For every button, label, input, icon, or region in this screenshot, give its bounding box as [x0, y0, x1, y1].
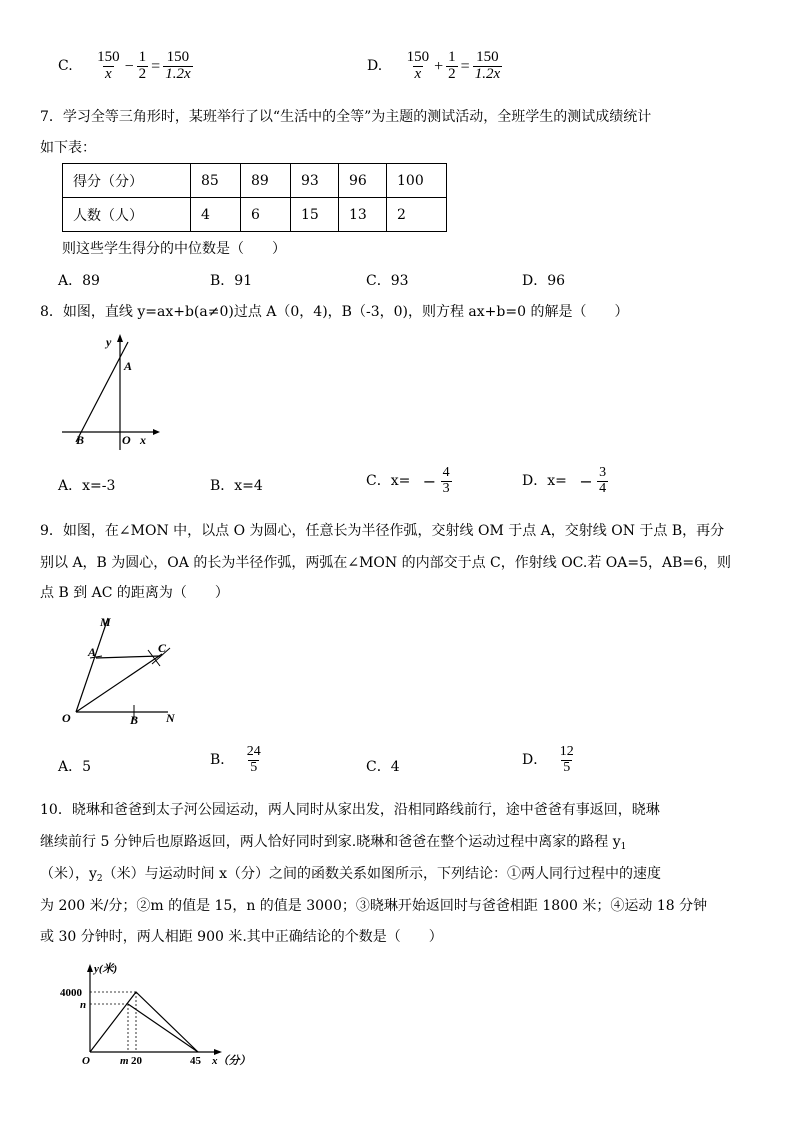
table-cell: 6: [241, 198, 291, 232]
table-row: [63, 198, 447, 232]
q7-question: 则这些学生得分的中位数是（ ）: [62, 241, 286, 257]
q6-option-d: [367, 50, 502, 83]
table-cell: 100: [387, 164, 447, 198]
q9-option-c: C．4: [366, 759, 400, 775]
line-y2: [128, 1004, 198, 1052]
x-axis-arrow-icon: [153, 429, 160, 435]
q8-figure: [60, 330, 170, 450]
y-axis-arrow-icon: [117, 334, 123, 342]
q7-text-line1: 7．学习全等三角形时，某班举行了以“生活中的全等”为主题的测试活动，全班学生的测试成绩统计: [40, 109, 652, 125]
label-c: C: [158, 641, 167, 655]
label-xlabel: x（分）: [212, 1055, 251, 1067]
minus-sign: −: [124, 57, 134, 75]
label-y: y: [106, 335, 112, 349]
subscript: 2: [96, 874, 103, 884]
label-b: B: [130, 713, 139, 727]
minus-sign: −: [422, 471, 437, 491]
label-20: 20: [131, 1055, 142, 1067]
fraction: $\frac{150}{1.2x}$: [474, 49, 501, 82]
q10-text-line2: [40, 834, 626, 853]
q8-option-d: [522, 466, 608, 496]
label-o: O: [62, 711, 71, 725]
q9-text-line2: 别以 A，B 为圆心，OA 的长为半径作弧，两弧在∠MON 的内部交于点 C，作射线 OC.若 OA=5，AB=6，则: [40, 555, 732, 571]
q8-text-line1: 8．如图，直线 y=ax+b(a≠0)过点 A（0，4)，B（-3，0)，则方程 ax+b=0 的解是（ ）: [40, 304, 629, 320]
table-cell: 2: [387, 198, 447, 232]
q9-option-d: [522, 745, 576, 775]
segment-ac: [96, 656, 160, 658]
equals-sign: =: [151, 57, 161, 75]
table-cell: 人数（人）: [63, 198, 191, 232]
label-b: B: [76, 433, 85, 447]
table-cell: 85: [191, 164, 241, 198]
fraction: $\frac{4}{3}$: [442, 465, 450, 496]
q10-figure: [60, 962, 260, 1068]
text-span: 继续前行 5 分钟后也原路返回，两人恰好同时到家.晓琳和爸爸在整个运动过程中离家的路程 y: [40, 834, 621, 850]
ray-oc: [76, 654, 162, 712]
label-45: 45: [190, 1055, 201, 1067]
text-span: （米）与运动时间 x（分）之间的函数关系如图所示，下列结论：①两人同行过程中的速度: [102, 866, 661, 882]
label-n: N: [166, 711, 175, 725]
q10-text-line5: 或 30 分钟时，两人相距 900 米.其中正确结论的个数是（ ）: [40, 929, 443, 945]
q7-option-d: D．96: [522, 273, 566, 289]
q10-text-line1: 10．晓琳和爸爸到太子河公园运动，两人同时从家出发，沿相同路线前行，途中爸爸有事返回，晓琳: [40, 802, 660, 818]
fraction: $\frac{1}{2}$: [448, 49, 456, 82]
table-cell: 得分（分）: [63, 164, 191, 198]
ray-om: [76, 618, 108, 712]
label-m: m: [120, 1055, 129, 1067]
q7-option-a: A．89: [58, 273, 100, 289]
table-cell: 96: [339, 164, 387, 198]
label-x: x: [140, 433, 146, 447]
table-row: [63, 164, 447, 198]
label-4000: 4000: [60, 987, 82, 999]
q9-figure: [60, 612, 190, 727]
table-cell: 89: [241, 164, 291, 198]
option-label: D．: [522, 751, 548, 768]
q10-text-line4: 为 200 米/分；②m 的值是 15，n 的值是 3000；③晓琳开始返回时与爸爸相距 1800 米；④运动 18 分钟: [40, 898, 708, 914]
option-label: B．: [210, 751, 235, 768]
minus-sign: −: [579, 471, 593, 491]
fraction: $\frac{24}{5}$: [246, 744, 261, 775]
fraction: $\frac{150}{1.2x}$: [165, 49, 191, 82]
q9-option-b: [210, 745, 263, 775]
fraction: $\frac{12}{5}$: [559, 744, 574, 775]
equals-sign: =: [460, 57, 470, 75]
fraction: $\frac{3}{4}$: [599, 465, 607, 496]
fraction: $\frac{150}{x}$: [97, 49, 120, 82]
plus-sign: +: [434, 57, 444, 75]
label-ylabel: y(米): [94, 963, 118, 975]
q9-text-line1: 9．如图，在∠MON 中，以点 O 为圆心，任意长为半径作弧，交射线 OM 于点 A，交射线 ON 于点 B，再分: [40, 523, 725, 539]
q6-option-d-label: D.: [367, 57, 383, 74]
q9-option-a: A．5: [58, 759, 92, 775]
label-a: A: [124, 359, 133, 373]
table-cell: 13: [339, 198, 387, 232]
subscript: 1: [620, 842, 627, 852]
table-cell: 4: [191, 198, 241, 232]
q8-option-c: [366, 466, 452, 496]
score-table: [62, 163, 447, 232]
option-label: D．x=: [522, 472, 567, 489]
fraction: $\frac{1}{2}$: [138, 49, 147, 82]
label-m: M: [100, 615, 111, 629]
q7-text-line2: 如下表：: [40, 140, 96, 156]
table-cell: 15: [291, 198, 339, 232]
label-n: n: [80, 999, 87, 1011]
q8-option-b: B．x=4: [210, 478, 263, 494]
label-a: A: [88, 645, 97, 659]
label-o: O: [82, 1055, 90, 1067]
q6-option-c-label: C.: [58, 57, 73, 74]
label-o: O: [122, 433, 131, 447]
q7-option-b: B．91: [210, 273, 253, 289]
q7-option-c: C．93: [366, 273, 409, 289]
option-label: C．x=: [366, 472, 411, 489]
q6-option-c: [58, 50, 193, 83]
line-y1: [90, 992, 198, 1052]
y-axis-arrow-icon: [87, 964, 93, 972]
text-span: （米），y: [40, 866, 97, 882]
q10-text-line3: [40, 866, 661, 885]
fraction: $\frac{150}{x}$: [406, 49, 430, 82]
table-cell: 93: [291, 164, 339, 198]
q9-text-line3: 点 B 到 AC 的距离为（ ）: [40, 585, 229, 601]
q8-option-a: A．x=-3: [58, 478, 116, 494]
